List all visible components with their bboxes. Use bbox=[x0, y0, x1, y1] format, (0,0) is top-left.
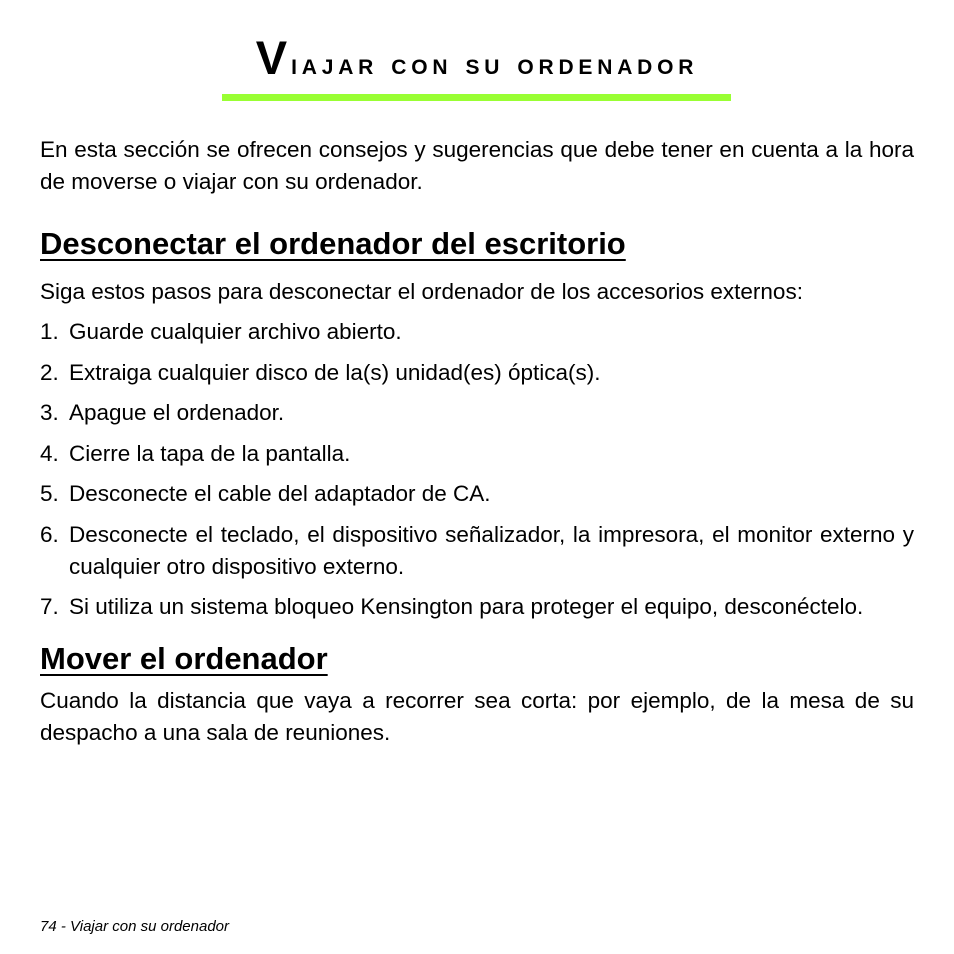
page-content bbox=[40, 134, 914, 749]
intro-paragraph: En esta sección se ofrecen consejos y sugerencias que debe tener en cuenta a la hora de moverse o viajar con su ordenador. bbox=[40, 137, 914, 194]
step-text: Cierre la tapa de la pantalla. bbox=[69, 440, 351, 466]
section-move bbox=[40, 639, 914, 749]
list-item bbox=[40, 397, 914, 429]
section-heading-disconnect: Desconectar el ordenador del escritorio bbox=[40, 226, 626, 261]
page-footer: 74 - Viajar con su ordenador bbox=[40, 918, 230, 935]
page-title-initial: V bbox=[255, 31, 292, 84]
step-number: 6. bbox=[40, 521, 59, 547]
step-number: 5. bbox=[40, 481, 59, 506]
step-number: 2. bbox=[40, 359, 59, 385]
section-disconnect bbox=[40, 224, 914, 623]
step-text: Apague el ordenador. bbox=[69, 400, 285, 425]
list-item bbox=[40, 519, 914, 583]
section-body-move: Cuando la distancia que vaya a recorrer sea corta: por ejemplo, de la mesa de su despacho a una sala de reuniones. bbox=[40, 688, 914, 745]
section-lead-disconnect: Siga estos pasos para desconectar el ordenador de los accesorios externos: bbox=[40, 279, 803, 304]
list-item bbox=[40, 357, 914, 389]
list-item bbox=[40, 478, 914, 510]
step-text: Extraiga cualquier disco de la(s) unidad(es) óptica(s). bbox=[69, 359, 601, 385]
list-item bbox=[40, 316, 914, 348]
step-number: 7. bbox=[40, 594, 59, 619]
list-item bbox=[40, 438, 914, 470]
step-number: 4. bbox=[40, 440, 59, 466]
step-number: 1. bbox=[40, 319, 59, 344]
page-title bbox=[0, 28, 954, 95]
step-text: Desconecte el cable del adaptador de CA. bbox=[69, 481, 491, 506]
steps-list bbox=[40, 316, 914, 623]
step-number: 3. bbox=[40, 400, 59, 425]
step-text: Guarde cualquier archivo abierto. bbox=[69, 319, 402, 344]
title-accent-bar bbox=[222, 94, 731, 101]
section-heading-move: Mover el ordenador bbox=[40, 641, 328, 676]
step-text: Si utiliza un sistema bloqueo Kensington para proteger el equipo, desconéctelo. bbox=[69, 594, 864, 619]
page-title-rest: iajar con su ordenador bbox=[291, 48, 699, 81]
list-item bbox=[40, 591, 914, 623]
step-text: Desconecte el teclado, el dispositivo señalizador, la impresora, el monitor externo y cualquier otro dispositivo externo. bbox=[69, 521, 914, 579]
